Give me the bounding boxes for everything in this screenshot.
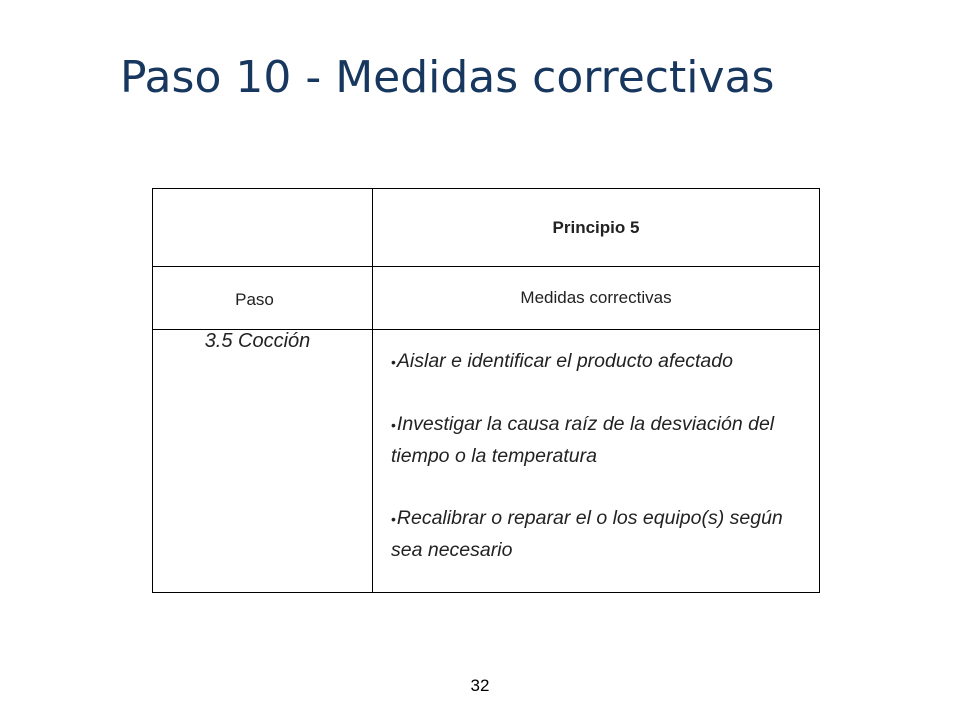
column-header-measures: Medidas correctivas [373, 267, 820, 330]
column-header-step-text: Paso [235, 290, 274, 309]
measures-cell [373, 330, 820, 593]
list-item [391, 503, 799, 566]
list-item [391, 409, 799, 472]
corrective-measures-table [152, 188, 820, 593]
page-number: 32 [470, 676, 490, 695]
step-value: 3.5 Cocción [204, 330, 311, 352]
measure-text: Investigar la causa raíz de la desviación del tiempo o la temperatura [391, 413, 775, 467]
measures-list [391, 346, 799, 566]
table-row-principle [153, 189, 820, 267]
bullet-icon: • [391, 354, 396, 370]
table-row [153, 330, 820, 593]
bullet-icon: • [391, 417, 396, 433]
table-corner-cell [153, 189, 373, 267]
slide-title: Paso 10 - Medidas correctivas [120, 52, 775, 103]
bullet-icon: • [391, 511, 396, 527]
column-header-step [153, 267, 373, 330]
list-item [391, 346, 799, 378]
measure-text: Recalibrar o reparar el o los equipo(s) según sea necesario [391, 507, 783, 561]
table-row-header [153, 267, 820, 330]
step-value-cell [153, 330, 373, 593]
principle-label: Principio 5 [373, 189, 820, 267]
measure-text: Aislar e identificar el producto afectado [396, 350, 733, 372]
